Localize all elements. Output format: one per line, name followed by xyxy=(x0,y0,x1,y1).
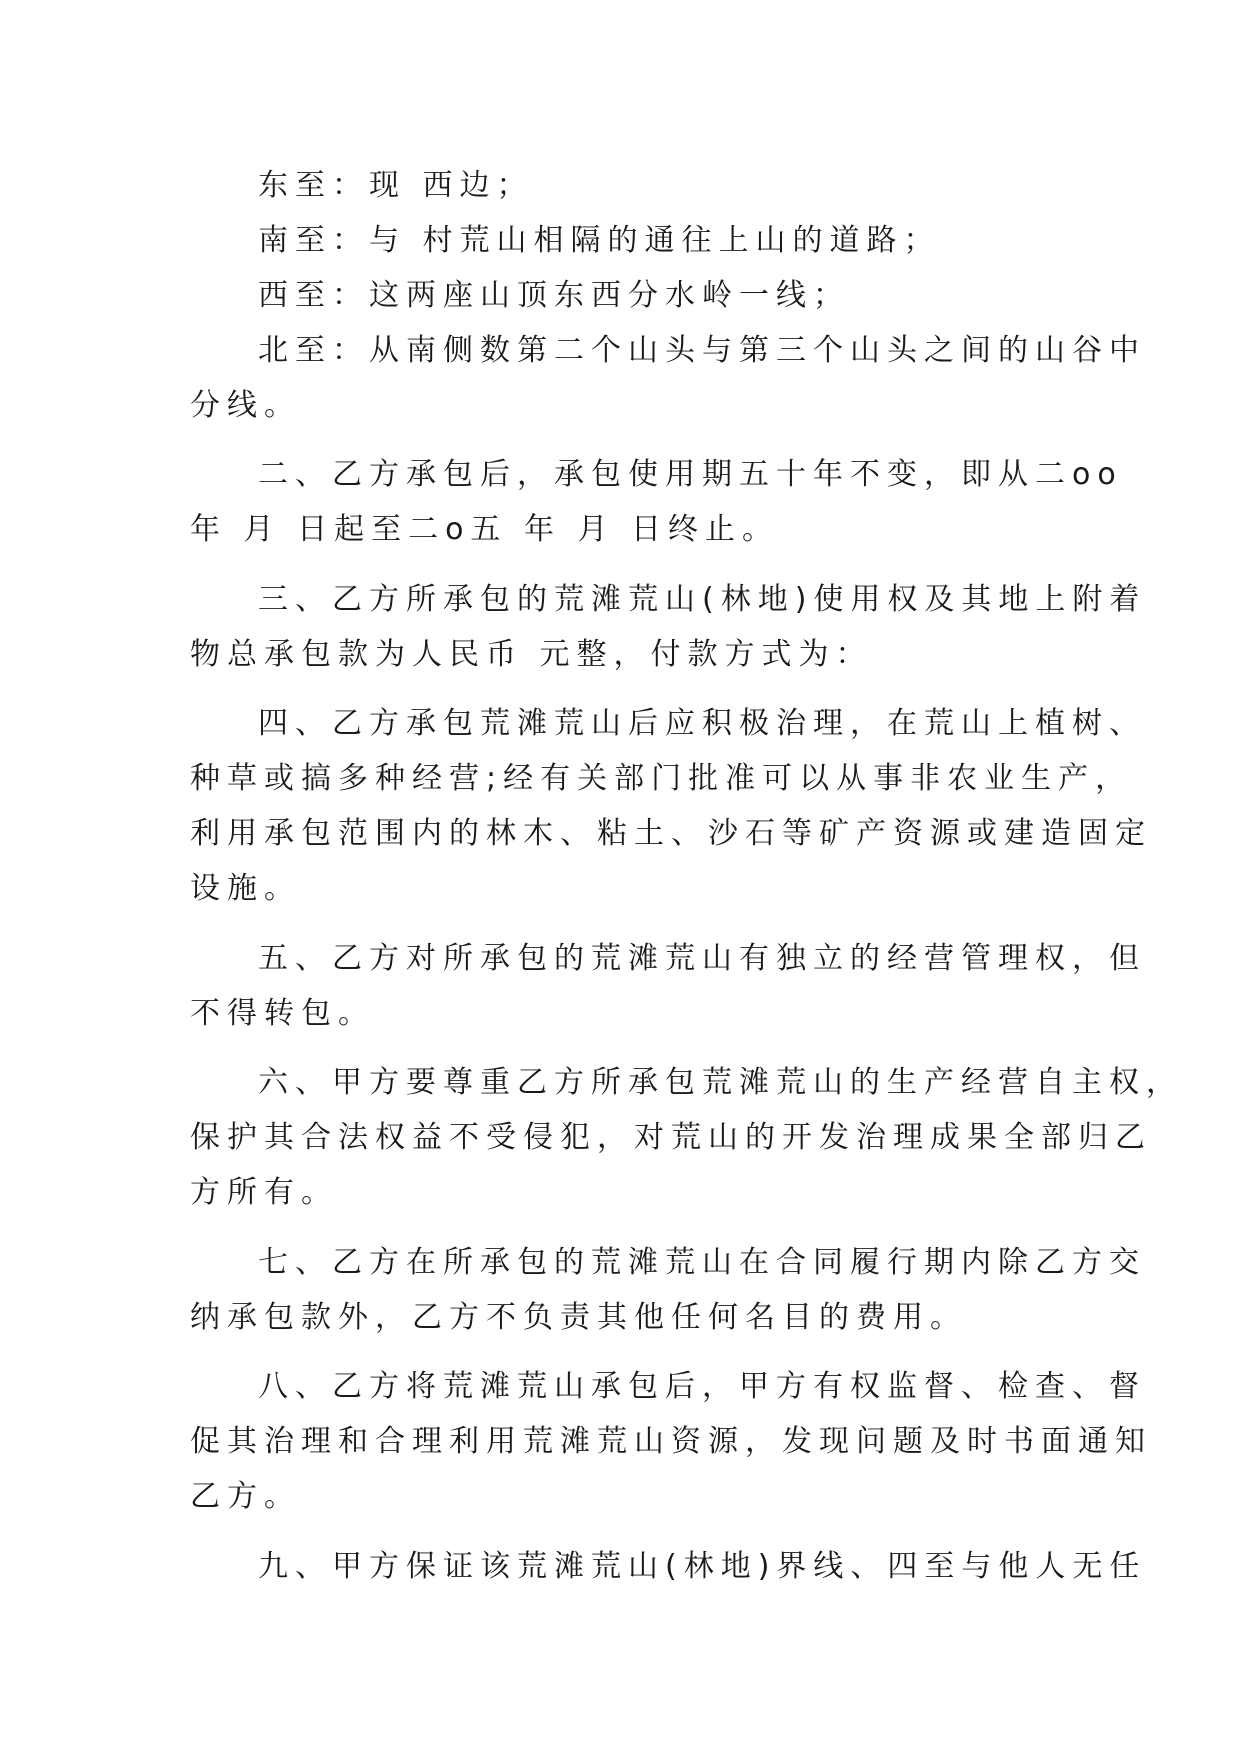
boundary-east-line-1: 东至：现 西边； xyxy=(258,168,534,203)
clause-8-line-3: 乙方。 xyxy=(190,1479,301,1514)
clause-6-line-3: 方所有。 xyxy=(190,1175,338,1210)
clause-4-line-4: 设施。 xyxy=(190,871,301,906)
clause-8-line-2: 促其治理和合理利用荒滩荒山资源，发现问题及时书面通知 xyxy=(190,1424,1152,1459)
clause-4-line-3: 利用承包范围内的林木、粘土、沙石等矿产资源或建造固定 xyxy=(190,816,1152,851)
clause-5-line-1: 五、乙方对所承包的荒滩荒山有独立的经营管理权，但 xyxy=(258,941,1146,976)
boundary-west-line-1: 西至：这两座山顶东西分水岭一线； xyxy=(258,278,850,313)
clause-7-line-1: 七、乙方在所承包的荒滩荒山在合同履行期内除乙方交 xyxy=(258,1245,1146,1280)
clause-6-line-2: 保护其合法权益不受侵犯，对荒山的开发治理成果全部归乙 xyxy=(190,1120,1152,1155)
clause-5-line-2: 不得转包。 xyxy=(190,996,375,1031)
clause-2-line-2: 年 月 日起至二o五 年 月 日终止。 xyxy=(190,512,780,547)
clause-2-line-1: 二、乙方承包后，承包使用期五十年不变，即从二oo xyxy=(258,457,1123,492)
clause-8-line-1: 八、乙方将荒滩荒山承包后，甲方有权监督、检查、督 xyxy=(258,1369,1146,1404)
boundary-south-line-1: 南至：与 村荒山相隔的通往上山的道路； xyxy=(258,223,941,258)
clause-3-line-2: 物总承包款为人民币 元整，付款方式为： xyxy=(190,637,873,672)
clause-7-line-2: 纳承包款外，乙方不负责其他任何名目的费用。 xyxy=(190,1300,967,1335)
boundary-north-line-1: 北至：从南侧数第二个山头与第三个山头之间的山谷中 xyxy=(258,333,1146,368)
clause-6-line-1: 六、甲方要尊重乙方所承包荒滩荒山的生产经营自主权， xyxy=(258,1065,1183,1100)
clause-9-line-1: 九、甲方保证该荒滩荒山(林地)界线、四至与他人无任 xyxy=(258,1549,1147,1584)
boundary-north-line-2: 分线。 xyxy=(190,388,301,423)
clause-4-line-2: 种草或搞多种经营;经有关部门批准可以从事非农业生产， xyxy=(190,761,1133,796)
clause-3-line-1: 三、乙方所承包的荒滩荒山(林地)使用权及其地上附着 xyxy=(258,582,1147,617)
clause-4-line-1: 四、乙方承包荒滩荒山后应积极治理，在荒山上植树、 xyxy=(258,706,1146,741)
